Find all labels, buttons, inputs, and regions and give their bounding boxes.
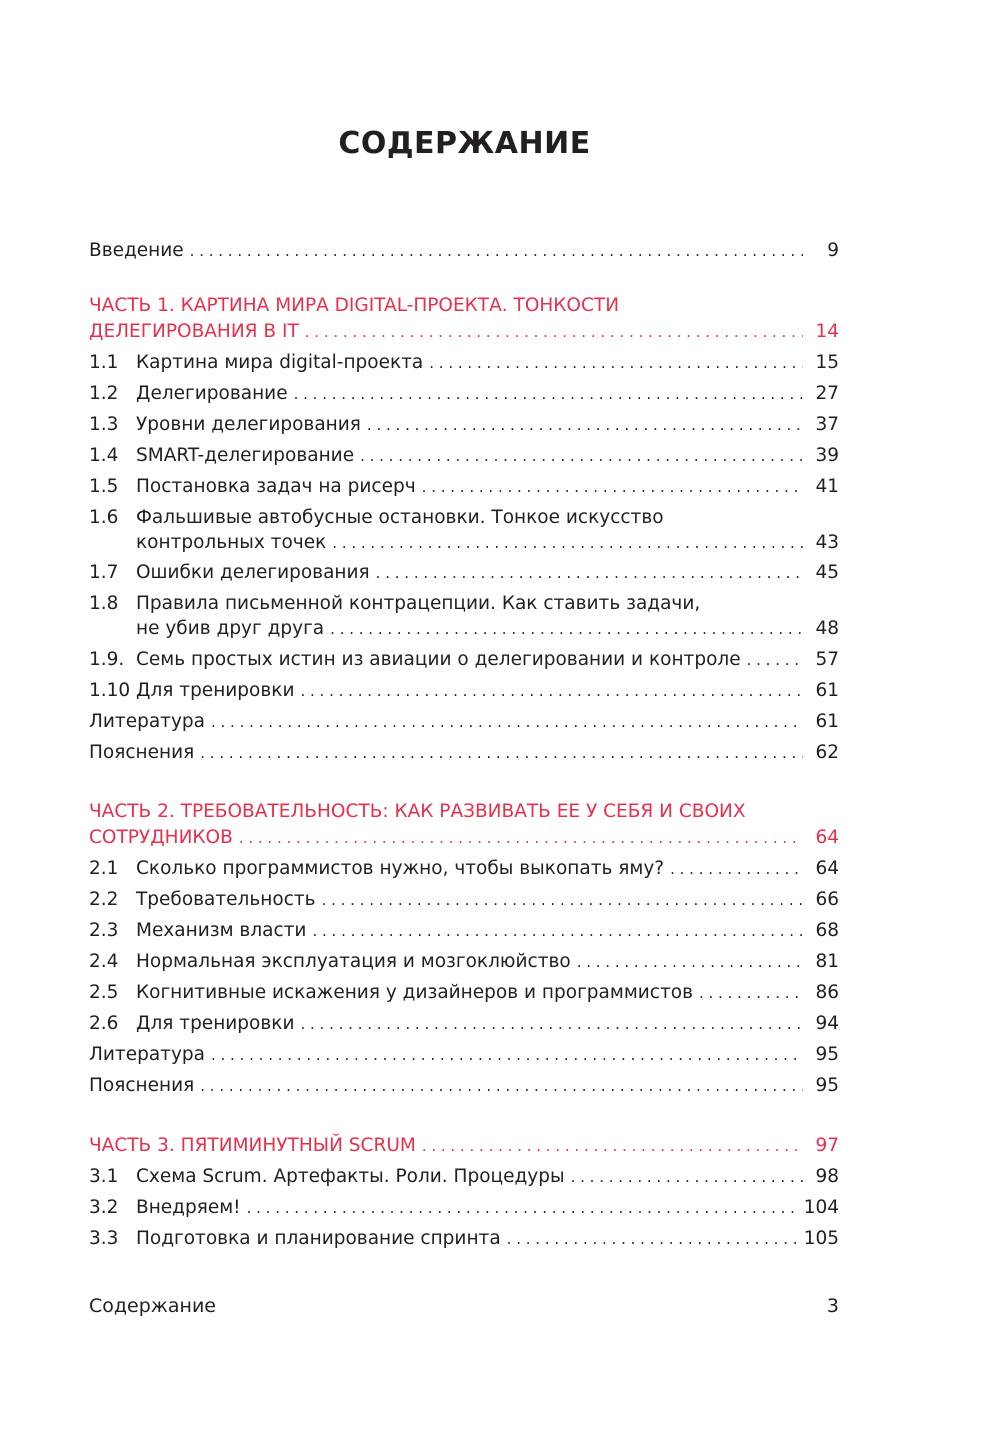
part-1-heading[interactable] (89, 319, 839, 345)
running-footer-title: Содержание (89, 1295, 216, 1317)
dot-leader (312, 919, 803, 944)
toc-entry-text-line1: Фальшивые автобусные остановки. Тонкое искусство (136, 507, 664, 528)
dot-leader (670, 857, 803, 882)
toc-entry-number: 1.2 (89, 383, 119, 404)
toc-entry-number: 1.4 (89, 445, 119, 466)
toc-entry-number: 2.1 (89, 858, 119, 879)
toc-entry-notes-2[interactable] (89, 1073, 839, 1099)
toc-entry-text: Литература (89, 711, 205, 732)
toc-entry-text: контрольных точек (136, 532, 327, 553)
toc-entry-3-3[interactable] (89, 1226, 839, 1252)
toc-entry-text: Семь простых истин из авиации о делегировании и контроле (136, 649, 741, 670)
toc-entry-2-4[interactable] (89, 949, 839, 975)
toc-entry-1-10[interactable] (89, 678, 839, 704)
toc-entry-text: Постановка задач на рисерч (136, 476, 416, 497)
toc-entry-2-5[interactable] (89, 980, 839, 1006)
toc-entry-page: 41 (815, 476, 839, 497)
toc-entry-text: Когнитивные искажения у дизайнеров и программистов (136, 982, 693, 1003)
toc-entry-number: 3.1 (89, 1166, 119, 1187)
part-1-heading-line1[interactable]: ЧАСТЬ 1. КАРТИНА МИРА DIGITAL-ПРОЕКТА. ТОНКОСТИ (89, 295, 620, 316)
part-2-heading-line2: СОТРУДНИКОВ (89, 827, 233, 848)
toc-entry-text: SMART-делегирование (136, 445, 355, 466)
toc-entry-3-1[interactable] (89, 1164, 839, 1190)
toc-entry-page: 105 (803, 1228, 839, 1249)
toc-entry-page: 86 (815, 982, 839, 1003)
dot-leader (332, 531, 803, 556)
toc-entry-text: Пояснения (89, 742, 195, 763)
toc-entry-page: 95 (815, 1075, 839, 1096)
toc-entry-text-line1: Правила письменной контрацепции. Как ставить задачи, (136, 593, 701, 614)
toc-entry-number: 3.3 (89, 1228, 119, 1249)
toc-entry-text: Сколько программистов нужно, чтобы выкопать яму? (136, 858, 665, 879)
toc-entry-text: Ошибки делегирования (136, 562, 370, 583)
dot-leader (367, 413, 803, 438)
toc-entry-1-6-line1[interactable] (89, 505, 839, 530)
toc-entry-page: 43 (815, 532, 839, 553)
toc-entry-2-2[interactable] (89, 887, 839, 913)
toc-entry-number: 1.10 (89, 680, 131, 701)
toc-entry-text: Для тренировки (136, 1013, 295, 1034)
toc-entry-page: 64 (815, 858, 839, 879)
toc-entry-number: 2.2 (89, 889, 119, 910)
toc-entry-text: Для тренировки (136, 680, 295, 701)
dot-leader (422, 1134, 803, 1159)
dot-leader (429, 351, 803, 376)
dot-leader (322, 888, 803, 913)
toc-entry-number: 1.3 (89, 414, 119, 435)
toc-entry-page: 15 (815, 352, 839, 373)
toc-entry-text: Подготовка и планирование спринта (136, 1228, 501, 1249)
part-1-heading-line2: ДЕЛЕГИРОВАНИЯ В IT (89, 321, 299, 342)
toc-entry-text: Нормальная эксплуатация и мозгоклюйство (136, 951, 571, 972)
dot-leader (190, 239, 803, 264)
toc-entry-1-8-line1[interactable] (89, 591, 839, 616)
dot-leader (507, 1227, 798, 1252)
toc-entry-1-5[interactable] (89, 474, 839, 500)
dot-leader (699, 981, 803, 1006)
toc-entry-number: 1.1 (89, 352, 119, 373)
toc-entry-3-2[interactable] (89, 1195, 839, 1221)
toc-entry-text: Внедряем! (136, 1197, 241, 1218)
toc-entry-number: 2.4 (89, 951, 119, 972)
toc-entry-page: 81 (815, 951, 839, 972)
toc-entry-2-3[interactable] (89, 918, 839, 944)
toc-entry-1-2[interactable] (89, 381, 839, 407)
toc-entry-page: 64 (815, 827, 839, 848)
toc-entry-number: 2.3 (89, 920, 119, 941)
dot-leader (294, 382, 803, 407)
toc-entry-page: 61 (815, 711, 839, 732)
dot-leader (300, 679, 803, 704)
toc-entry-page: 95 (815, 1044, 839, 1065)
toc-entry-text: Введение (89, 240, 184, 261)
page-number: 3 (826, 1295, 839, 1317)
toc-entry-number: 3.2 (89, 1197, 119, 1218)
toc-entry-text: Уровни делегирования (136, 414, 361, 435)
toc-entry-page: 66 (815, 889, 839, 910)
toc-entry-1-8[interactable] (89, 616, 839, 642)
toc-entry-1-9[interactable] (89, 647, 839, 673)
toc-entry-1-3[interactable] (89, 412, 839, 438)
dot-leader (300, 1012, 803, 1037)
toc-entry-number: 1.9. (89, 649, 125, 670)
dot-leader (330, 617, 803, 642)
dot-leader (571, 1165, 803, 1190)
toc-entry-literature-2[interactable] (89, 1042, 839, 1068)
toc-entry-page: 62 (815, 742, 839, 763)
dot-leader (200, 1074, 803, 1099)
toc-entry-intro[interactable] (89, 238, 839, 264)
toc-entry-1-1[interactable] (89, 350, 839, 376)
dot-leader (747, 648, 803, 673)
toc-entry-text: Литература (89, 1044, 205, 1065)
toc-entry-text: Механизм власти (136, 920, 307, 941)
toc-entry-page: 48 (815, 618, 839, 639)
toc-entry-page: 9 (827, 240, 839, 261)
toc-entry-page: 27 (815, 383, 839, 404)
toc-entry-number: 2.5 (89, 982, 119, 1003)
toc-entry-text: Пояснения (89, 1075, 195, 1096)
toc-entry-page: 104 (803, 1197, 839, 1218)
toc-entry-page: 97 (815, 1135, 839, 1156)
toc-entry-number: 1.8 (89, 593, 119, 614)
toc-entry-page: 45 (815, 562, 839, 583)
toc-entry-text: Картина мира digital-проекта (136, 352, 424, 373)
dot-leader (360, 444, 803, 469)
dot-leader (211, 1043, 803, 1068)
dot-leader (200, 741, 803, 766)
part-2-heading[interactable] (89, 825, 839, 851)
toc-entry-notes-1[interactable] (89, 740, 839, 766)
toc-entry-page: 57 (815, 649, 839, 670)
toc-entry-page: 98 (815, 1166, 839, 1187)
toc-entry-text: Требовательность (136, 889, 316, 910)
toc-entry-number: 1.7 (89, 562, 119, 583)
toc-entry-1-7[interactable] (89, 560, 839, 586)
toc-entry-2-1[interactable] (89, 856, 839, 882)
dot-leader (239, 826, 803, 851)
toc-entry-text: Делегирование (136, 383, 288, 404)
dot-leader (376, 561, 803, 586)
toc-entry-number: 2.6 (89, 1013, 119, 1034)
page-title: СОДЕРЖАНИЕ (338, 126, 591, 161)
toc-entry-text: не убив друг друга (136, 618, 325, 639)
toc-entry-page: 61 (815, 680, 839, 701)
toc-entry-page: 14 (815, 321, 839, 342)
part-3-heading[interactable] (89, 1133, 839, 1159)
toc-entry-1-4[interactable] (89, 443, 839, 469)
dot-leader (577, 950, 803, 975)
toc-entry-text: Схема Scrum. Артефакты. Роли. Процедуры (136, 1166, 565, 1187)
part-2-heading-line1[interactable]: ЧАСТЬ 2. ТРЕБОВАТЕЛЬНОСТЬ: КАК РАЗВИВАТЬ ЕЕ У СЕБЯ И СВОИХ (89, 801, 746, 822)
toc-entry-2-6[interactable] (89, 1011, 839, 1037)
toc-entry-page: 68 (815, 920, 839, 941)
dot-leader (211, 710, 803, 735)
toc-entry-number: 1.5 (89, 476, 119, 497)
dot-leader (305, 320, 803, 345)
toc-entry-1-6[interactable] (89, 530, 839, 556)
toc-entry-page: 37 (815, 414, 839, 435)
toc-entry-page: 94 (815, 1013, 839, 1034)
toc-entry-literature-1[interactable] (89, 709, 839, 735)
part-3-heading-text: ЧАСТЬ 3. ПЯТИМИНУТНЫЙ SCRUM (89, 1135, 416, 1156)
dot-leader (422, 475, 803, 500)
dot-leader (247, 1196, 798, 1221)
toc-entry-page: 39 (815, 445, 839, 466)
toc-entry-number: 1.6 (89, 507, 119, 528)
